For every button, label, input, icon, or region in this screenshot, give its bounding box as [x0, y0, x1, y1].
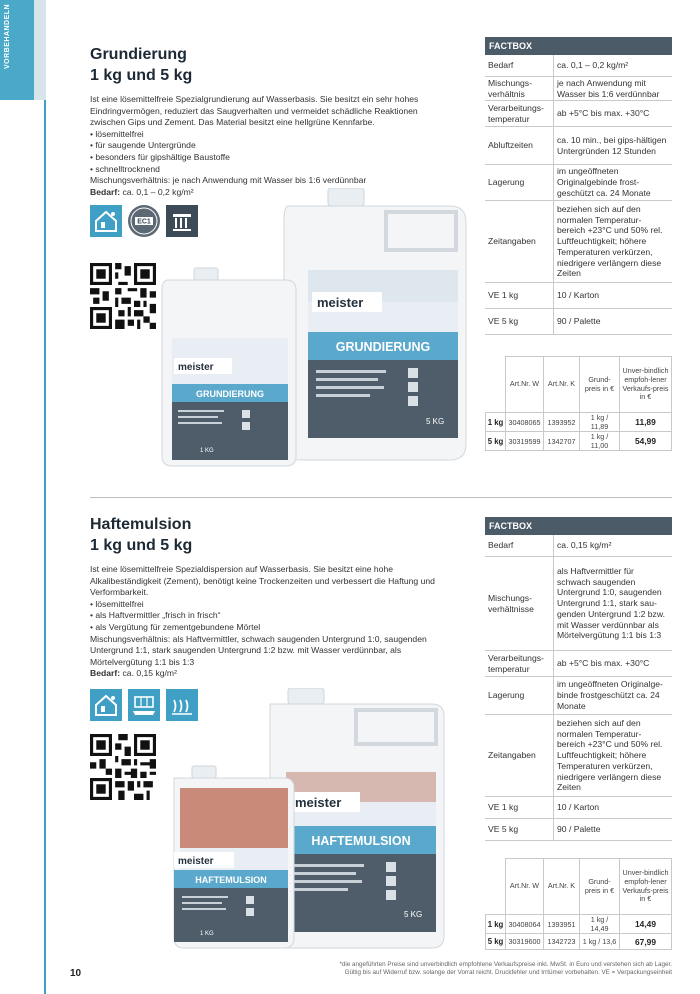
price-header-blank [486, 859, 506, 915]
factbox-value: als Haftvermittler für schwach saugenden Untergrund 1:0, saugenden Untergrund 1:1, stark sau-genden Untergrund 1:2 bzw. mit Wasser verdünnbar als Mörtelvergütung 1:1 bis 1:3 [553, 557, 672, 650]
factbox-value: beziehen sich auf den normalen Temperatur-bereich +23°C und 50% rel. Luftfeuchtigkeit; höhere Temperaturen verkürzen, niedrigere verlängern diese Zeiten [553, 201, 672, 282]
canister-1kg [174, 766, 294, 948]
canister-1kg [162, 268, 296, 466]
factbox-row [485, 77, 672, 101]
factbox-key: Verarbeitungs-temperatur [488, 652, 544, 674]
package-brand-small: meister [178, 856, 214, 867]
bedarf-value: ca. 0,1 – 0,2 kg/m² [122, 186, 194, 197]
price-art-k: 1393951 [544, 915, 580, 934]
bedarf-label: Bedarf: [90, 668, 121, 679]
package-brand-small: meister [178, 362, 214, 373]
price-art-k: 1393952 [544, 413, 580, 432]
package-brand-large: meister [317, 295, 364, 310]
factbox-key: Mischungs-verhältnisse [488, 592, 534, 614]
factbox-value: ca. 0,1 – 0,2 kg/m² [553, 55, 672, 76]
price-table-grundierung [485, 356, 672, 451]
price-header: Art.Nr. K [544, 357, 580, 413]
factbox-key: Verarbeitungs-temperatur [488, 102, 544, 124]
desc-bedarf [90, 668, 440, 680]
price-value: 11,89 [620, 413, 672, 432]
qr-code[interactable] [90, 263, 156, 329]
desc-bullet: • lösemittelfrei [90, 128, 144, 139]
factbox-row [485, 819, 672, 841]
price-grund: 1 kg / 13,6 [580, 934, 620, 950]
tile-floor-icon [128, 689, 160, 721]
factbox-row [485, 715, 672, 797]
ec1-label-icon [128, 205, 160, 237]
price-value: 54,99 [620, 432, 672, 451]
factbox-value: ab +5°C bis max. +30°C [553, 101, 672, 126]
canister-5kg [270, 688, 444, 948]
price-size: 1 kg [486, 413, 506, 432]
factbox-key: VE 1 kg [488, 802, 519, 813]
factbox-key: VE 1 kg [488, 290, 519, 301]
factbox-row [485, 127, 672, 165]
price-row [486, 915, 672, 934]
factbox-header: FACTBOX [485, 517, 672, 535]
price-grund: 1 kg / 11,00 [580, 432, 620, 451]
factbox-key: Mischungs-verhältnis [488, 77, 532, 99]
factbox-row [485, 283, 672, 309]
desc-bullet: • besonders für gipshältige Baustoffe [90, 151, 230, 162]
factbox-key: VE 5 kg [488, 316, 519, 327]
product-title-sizes: 1 kg und 5 kg [90, 67, 193, 84]
factbox-key: VE 5 kg [488, 824, 519, 835]
desc-bullet: • als Haftvermittler „frisch in frisch“ [90, 610, 221, 621]
package-size-small: 1 KG [200, 931, 214, 937]
factbox-value: je nach Anwendung mit Wasser bis 1:6 verdünnbar [553, 77, 672, 100]
bedarf-label: Bedarf: [90, 186, 121, 197]
desc-bullet: • schnelltrocknend [90, 163, 160, 174]
factbox-value: 90 / Palette [553, 309, 672, 334]
package-size-small: 1 KG [200, 448, 214, 454]
price-row [486, 934, 672, 950]
package-brand-large: meister [295, 795, 342, 810]
desc-bullet: • als Vergütung für zementgebundene Mörtel [90, 621, 261, 632]
product-title-name: Haftemulsion [90, 516, 192, 533]
desc-intro: Ist eine lösemittelfreie Spezialgrundierung auf Wasserbasis. Sie besitzt ein sehr hohes Eindringvermögen, reduziert das Saugverhalten und vermeidet schädliche Reaktionen zwischen Gips und Zement. Das Material besitzt eine hellgrüne Kennfarbe. [90, 94, 419, 128]
canister-5kg [284, 188, 466, 460]
factbox-grundierung [485, 37, 672, 335]
price-header: Art.Nr. W [506, 859, 544, 915]
qr-code[interactable] [90, 734, 156, 800]
price-size: 5 kg [486, 432, 506, 451]
price-header: Unver-bindlich empfoh-lener Verkaufs-preis in € [620, 859, 672, 915]
factbox-key: Bedarf [488, 540, 514, 551]
desc-bullet: • lösemittelfrei [90, 598, 144, 609]
factbox-value: beziehen sich auf den normalen Temperatur-bereich +23°C und 50% rel. Luftfeuchtigkeit; höhere Temperaturen verkürzen, niedrigere verlängern diese Zeiten [553, 715, 672, 796]
footer-disclaimer: *die angeführten Preise sind unverbindlich empfohlene Verkaufspreise inkl. MwSt. in Euro und verstehen sich ab Lager. Gültig bis auf Widerruf bzw. solange der Vorrat reicht. Druckfehler und Irrtümer vorbehalten. VE = Verpackungseinheit [339, 961, 672, 977]
desc-mixing: Mischungsverhältnis: als Haftvermittler, schwach saugenden Untergrund 1:0, saugenden Untergrund 1:1, stark saugenden Untergrund 1:2 bzw. mit Wasser verdünnbar, als Mörtelvergütung 1:1 bis 1:3 [90, 633, 427, 667]
price-art-k: 1342723 [544, 934, 580, 950]
product-title-name: Grundierung [90, 46, 187, 63]
price-header: Art.Nr. K [544, 859, 580, 915]
factbox-key: Lagerung [488, 177, 525, 188]
factbox-key: Zeitangaben [488, 236, 536, 247]
factbox-value: 10 / Karton [553, 283, 672, 308]
price-row [486, 432, 672, 451]
factbox-row [485, 651, 672, 677]
ec1-label-text: EC1 [137, 218, 151, 226]
page-number: 10 [70, 968, 82, 979]
factbox-key: Bedarf [488, 60, 514, 71]
section-divider [90, 497, 672, 498]
product-title [90, 44, 440, 86]
indoor-house-icon [90, 205, 122, 237]
factbox-row [485, 677, 672, 715]
price-art-w: 30408065 [506, 413, 544, 432]
factbox-header: FACTBOX [485, 37, 672, 55]
price-size: 5 kg [486, 934, 506, 950]
section-tab [0, 0, 46, 100]
factbox-key: Zeitangaben [488, 750, 536, 761]
price-header: Grund-preis in € [580, 859, 620, 915]
price-header: Unver-bindlich empfoh-lener Verkaufs-preis in € [620, 357, 672, 413]
factbox-row [485, 309, 672, 335]
bedarf-value: ca. 0,15 kg/m² [122, 668, 177, 679]
side-rule [44, 100, 46, 994]
desc-mixing: Mischungsverhältnis: je nach Anwendung mit Wasser bis 1:6 verdünnbar [90, 175, 367, 186]
factbox-row [485, 55, 672, 77]
factbox-row [485, 557, 672, 651]
factbox-row [485, 101, 672, 127]
factbox-value: ca. 10 min., bei gips-hältigen Untergründen 12 Stunden [553, 127, 672, 164]
indoor-house-icon [90, 689, 122, 721]
factbox-row [485, 535, 672, 557]
factbox-value: 90 / Palette [553, 819, 672, 840]
price-header-blank [486, 357, 506, 413]
factbox-value: ab +5°C bis max. +30°C [553, 651, 672, 676]
desc-bullet: • für saugende Untergründe [90, 140, 196, 151]
product-image-haftemulsion [160, 688, 470, 950]
factbox-row [485, 797, 672, 819]
package-name-small: HAFTEMULSION [195, 875, 267, 885]
package-name-small: GRUNDIERUNG [195, 389, 265, 399]
package-size-large: 5 KG [426, 417, 445, 426]
price-header: Grund-preis in € [580, 357, 620, 413]
factbox-value: 10 / Karton [553, 797, 672, 818]
price-grund: 1 kg / 11,89 [580, 413, 620, 432]
product-image-grundierung [160, 188, 470, 470]
price-header: Art.Nr. W [506, 357, 544, 413]
price-row [486, 413, 672, 432]
price-header-row [486, 357, 672, 413]
factbox-value: ca. 0,15 kg/m² [553, 535, 672, 556]
price-art-w: 30408064 [506, 915, 544, 934]
factbox-value: im ungeöffneten Originalge-binde frostgeschützt ca. 24 Monate [553, 677, 672, 714]
price-header-row [486, 859, 672, 915]
package-name-large: HAFTEMULSION [311, 834, 411, 848]
price-value: 67,99 [620, 934, 672, 950]
price-art-w: 30319600 [506, 934, 544, 950]
factbox-row [485, 201, 672, 283]
factbox-haftemulsion [485, 517, 672, 841]
price-art-k: 1342707 [544, 432, 580, 451]
price-table-haftemulsion [485, 858, 672, 950]
price-size: 1 kg [486, 915, 506, 934]
product-title [90, 514, 440, 556]
product-description [90, 564, 440, 680]
product-description [90, 94, 440, 198]
factbox-row [485, 165, 672, 201]
section-tab-label: VORBEHANDELN [4, 4, 11, 70]
price-grund: 1 kg / 14,49 [580, 915, 620, 934]
package-size-large: 5 KG [404, 910, 423, 919]
factbox-key: Lagerung [488, 690, 525, 701]
price-art-w: 30319599 [506, 432, 544, 451]
factbox-value: im ungeöffneten Originalgebinde frost-geschützt ca. 24 Monate [553, 165, 672, 200]
price-value: 14,49 [620, 915, 672, 934]
desc-intro: Ist eine lösemittelfreie Spezialdispersion auf Wasserbasis. Sie besitzt eine hohe Alkalibeständigkeit (Zement), benötigt keine Trockenzeiten und verbessert die Haftung und Verformbarkeit. [90, 564, 435, 598]
factbox-key: Abluftzeiten [488, 140, 533, 151]
product-title-sizes: 1 kg und 5 kg [90, 537, 193, 554]
package-name-large: GRUNDIERUNG [335, 340, 431, 354]
